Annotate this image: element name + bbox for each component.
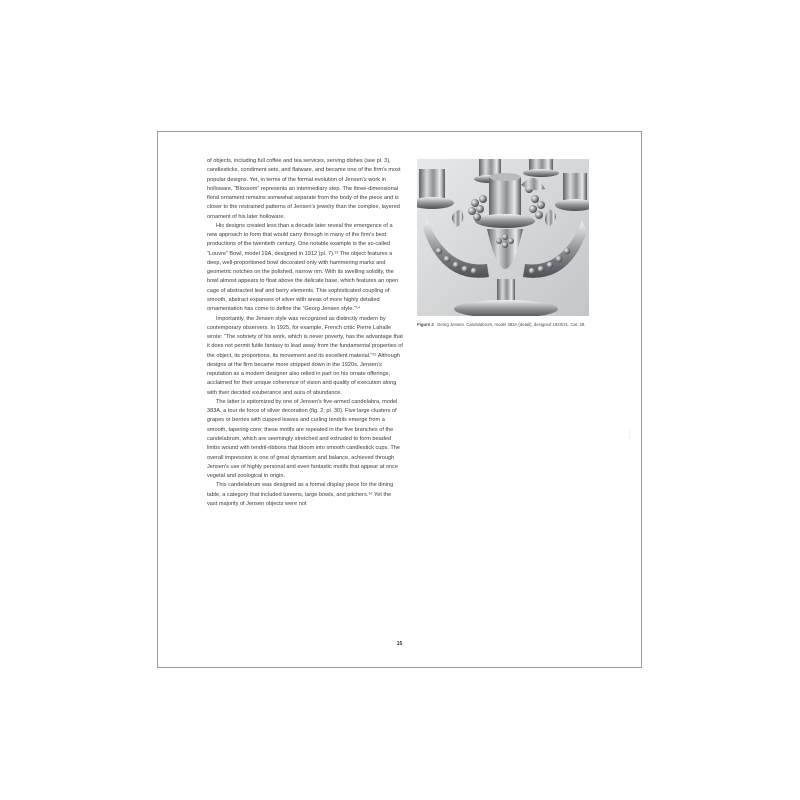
body-paragraph-4: The latter is epitomized by one of Jensen's five-armed candelabra, model 383A, a tour de force of silver decoration (fig. 2; pl. 30). Five large clusters of grapes or berries with cupped leaves and curling tendrils emerge from a smooth, tapering core; these motifs are repeated in the five branches of the candelabrum, which are seemingly stretched and extruded to form beaded limbs wound with tendril-ribbons that bloom into smooth candlestick cups. The overall impression is one of great dynamism and balance, achieved through Jensen's use of highly personal and even fantastic motifs that appear at once vegetal and zoological in origin.: [207, 398, 400, 480]
page-number: 15: [396, 641, 403, 647]
body-paragraph-5: This candelabrum was designed as a formal display piece for the dining table, a category that included tureens, large bowls, and pitchers.¹⁶ Yet the vast majority of Jensen objects were not: [207, 482, 394, 507]
figure-caption: [417, 322, 617, 328]
body-text-column: [207, 157, 403, 509]
figure-caption-text: Georg Jensen. Candelabrum, model 383A (detail), designed 1920/21. Cat. 28.: [436, 322, 586, 327]
book-page: [157, 131, 642, 668]
body-paragraph-1: of objects, including full coffee and tea services, serving dishes (see pl. 3), candlesticks, condiment sets, and flatware, and became one of the firm's most popular designs. Yet, in terms of the formal evolution of Jensen's work in holloware, “Blossom” represents an intermediary step. The three-dimensional floral ornament remains somewhat separate from the body of the piece and is closer to the restrained patterns of Jensen's jewelry than the complex, layered ornament of his later holloware.: [207, 158, 401, 220]
margin-mark: — —: [628, 430, 632, 439]
figure-caption-label: Figure 2: [417, 322, 434, 327]
body-paragraph-3: Importantly, the Jensen style was recognized as distinctly modern by contemporary observers. In 1925, for example, French critic Pierre Lahalle wrote: “The sobriety of his work, which is never poverty, has the advantage that it does not permit futile fantasy to lead away from the fundamental properties of the object, its proportions, its movement and its excellent material.”¹⁵ Although designs at the firm became more stripped down in the 1920s, Jensen's reputation as a modern designer also relied in part on his ornate offerings, acclaimed for their unique coherence of vision and quality of execution along with their decided exuberance and aura of abundance.: [207, 315, 403, 396]
body-paragraph-2: His designs created less than a decade later reveal the emergence of a new approach to form that would carry through in many of the firm's best productions of the twentieth century. One notable example is the so-called “Louvre” Bowl, model 19A, designed in 1912 (pl. 7).¹³ The object features a deep, well-proportioned bowl decorated only with hammering marks and geometric notches on the polished, narrow rim. With its swelling solidity, the bowl almost appears to float above the delicate base, which features an open cage of abstracted leaf and berry elements. This sophisticated coupling of smooth, abstract expanses of silver with areas of more highly detailed ornamentation has come to define the “Georg Jensen style.”¹⁴: [207, 222, 399, 313]
candelabrum-photo: [417, 159, 589, 316]
